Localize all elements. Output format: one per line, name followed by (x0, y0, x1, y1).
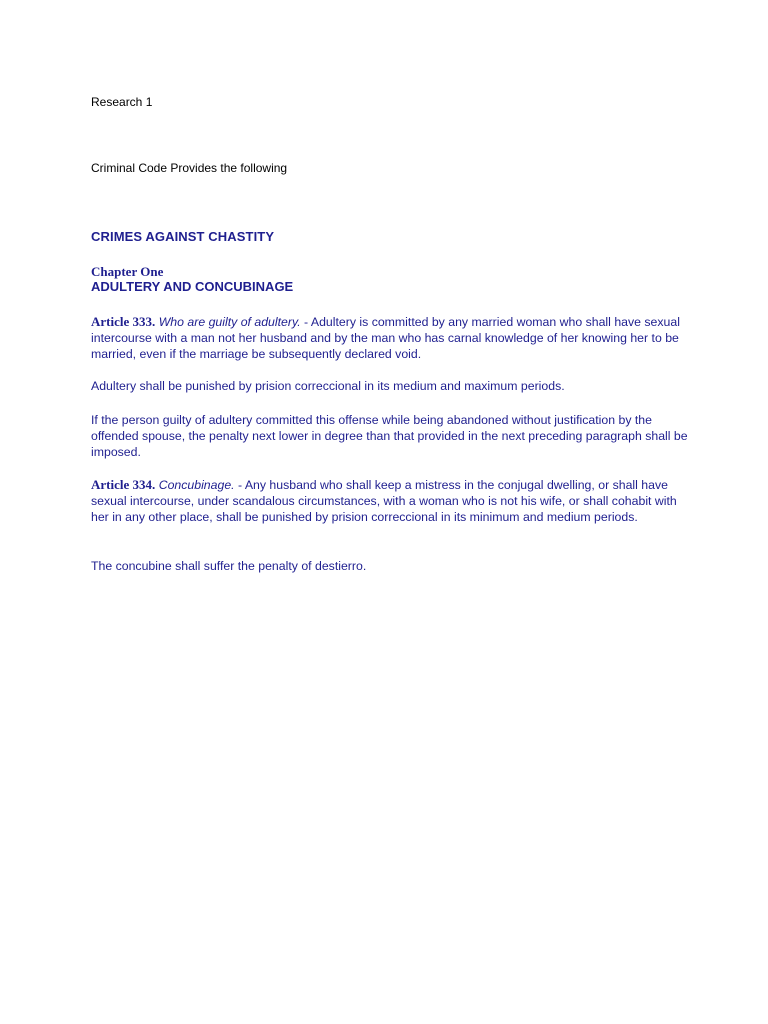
research-label: Research 1 (91, 95, 153, 109)
article-333-label: Article 333. (91, 314, 156, 329)
chapter-title: ADULTERY AND CONCUBINAGE (91, 279, 294, 294)
article-333-paragraph (91, 314, 691, 362)
article-334-text: - Any husband who shall keep a mistress in the conjugal dwelling, or shall have sexual intercourse, under scandalous circumstances, with a woman who is not his wife, or shall cohabit with her in any other place, shall be punished by prision correccional in its minimum and medium periods. (91, 478, 677, 524)
intro-line: Criminal Code Provides the following (91, 161, 288, 175)
article-334-name: Concubinage. (158, 478, 235, 492)
concubine-paragraph: The concubine shall suffer the penalty of destierro. (91, 559, 367, 573)
chapter-heading: Chapter One (91, 264, 164, 279)
article-334-paragraph (91, 477, 691, 525)
penalty-paragraph: Adultery shall be punished by prision correccional in its medium and maximum periods. (91, 379, 565, 393)
article-333-text: - Adultery is committed by any married woman who shall have sexual intercourse with a man not her husband and by the man who has carnal knowledge of her knowing her to be married, even if the marriage be subsequently declared void. (91, 315, 680, 361)
article-334-label: Article 334. (91, 477, 156, 492)
article-333-name: Who are guilty of adultery. (158, 315, 301, 329)
abandoned-paragraph: If the person guilty of adultery committed this offense while being abandoned without justification by the offended spouse, the penalty next lower in degree than that provided in the next preceding paragraph shall be imposed. (91, 413, 688, 459)
document-title: CRIMES AGAINST CHASTITY (91, 229, 275, 244)
